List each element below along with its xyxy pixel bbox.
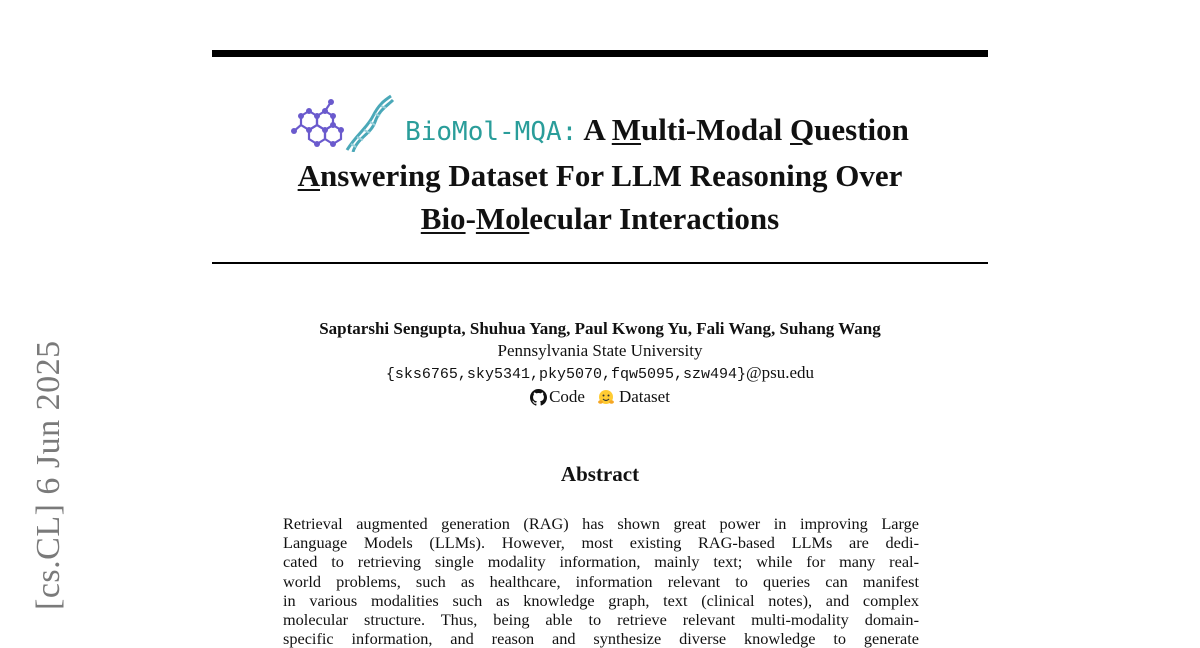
abstract-line: in various modalities such as knowledge graph, text (clinical notes), and complex <box>283 590 919 610</box>
title-underlined-fragment: A <box>297 158 321 193</box>
abstract-line: specific information, and reason and synthesize diverse knowledge to generate <box>283 629 919 648</box>
abstract-heading: Abstract <box>560 462 640 486</box>
affiliation: Pennsylvania State University <box>497 341 703 360</box>
author-block <box>212 318 988 408</box>
title-top-rule <box>212 50 988 57</box>
title-fragment: ulti-Modal <box>641 112 791 147</box>
dataset-name: BioMol-MQA: <box>405 117 578 147</box>
title-underlined-fragment: M <box>611 112 642 147</box>
title-line-1 <box>212 94 988 154</box>
code-link-label: Code <box>549 387 585 406</box>
abstract-line: molecular structure. Thus, being able to retrieve relevant multi-modality domain- <box>283 610 919 630</box>
code-link[interactable] <box>530 386 585 408</box>
title-fragment: - <box>465 201 476 236</box>
paper-title <box>212 94 988 240</box>
author-emails <box>212 362 988 386</box>
molecule-dna-logo-icon <box>291 94 395 152</box>
abstract-body <box>283 514 919 648</box>
resource-links <box>212 386 988 408</box>
abstract-line: Language Models (LLMs). However, most existing RAG-based LLMs are dedi- <box>283 533 919 553</box>
arxiv-stamp-text: [cs.CL] 6 Jun 2025 <box>30 340 67 610</box>
title-line-2 <box>212 154 988 197</box>
title-line-3 <box>212 197 988 240</box>
title-fragment: uestion <box>814 112 909 147</box>
title-underlined-fragment: Q <box>790 112 815 147</box>
arxiv-side-stamp <box>30 340 80 648</box>
github-icon <box>530 389 547 406</box>
email-handles: {sks6765,sky5341,pky5070,fqw5095,szw494} <box>385 366 746 383</box>
hugging-face-icon <box>597 389 615 406</box>
title-bottom-rule <box>212 262 988 264</box>
abstract-line: cated to retrieving single modality information, mainly text; while for many real- <box>283 552 919 572</box>
title-fragment: nswering Dataset For LLM Reasoning Over <box>320 158 903 193</box>
title-underlined-fragment: Mol <box>475 201 530 236</box>
author-names: Saptarshi Sengupta, Shuhua Yang, Paul Kwong Yu, Fali Wang, Suhang Wang <box>319 319 881 338</box>
abstract-line: Retrieval augmented generation (RAG) has shown great power in improving Large <box>283 514 919 533</box>
abstract-line: world problems, such as healthcare, information relevant to queries can manifest <box>283 571 919 591</box>
title-fragment: A <box>583 112 612 147</box>
email-domain: @psu.edu <box>745 363 815 382</box>
dataset-link-label: Dataset <box>618 387 670 406</box>
title-underlined-fragment: Bio <box>420 201 466 236</box>
dataset-link[interactable] <box>597 386 670 408</box>
title-fragment: ecular Interactions <box>529 201 780 236</box>
